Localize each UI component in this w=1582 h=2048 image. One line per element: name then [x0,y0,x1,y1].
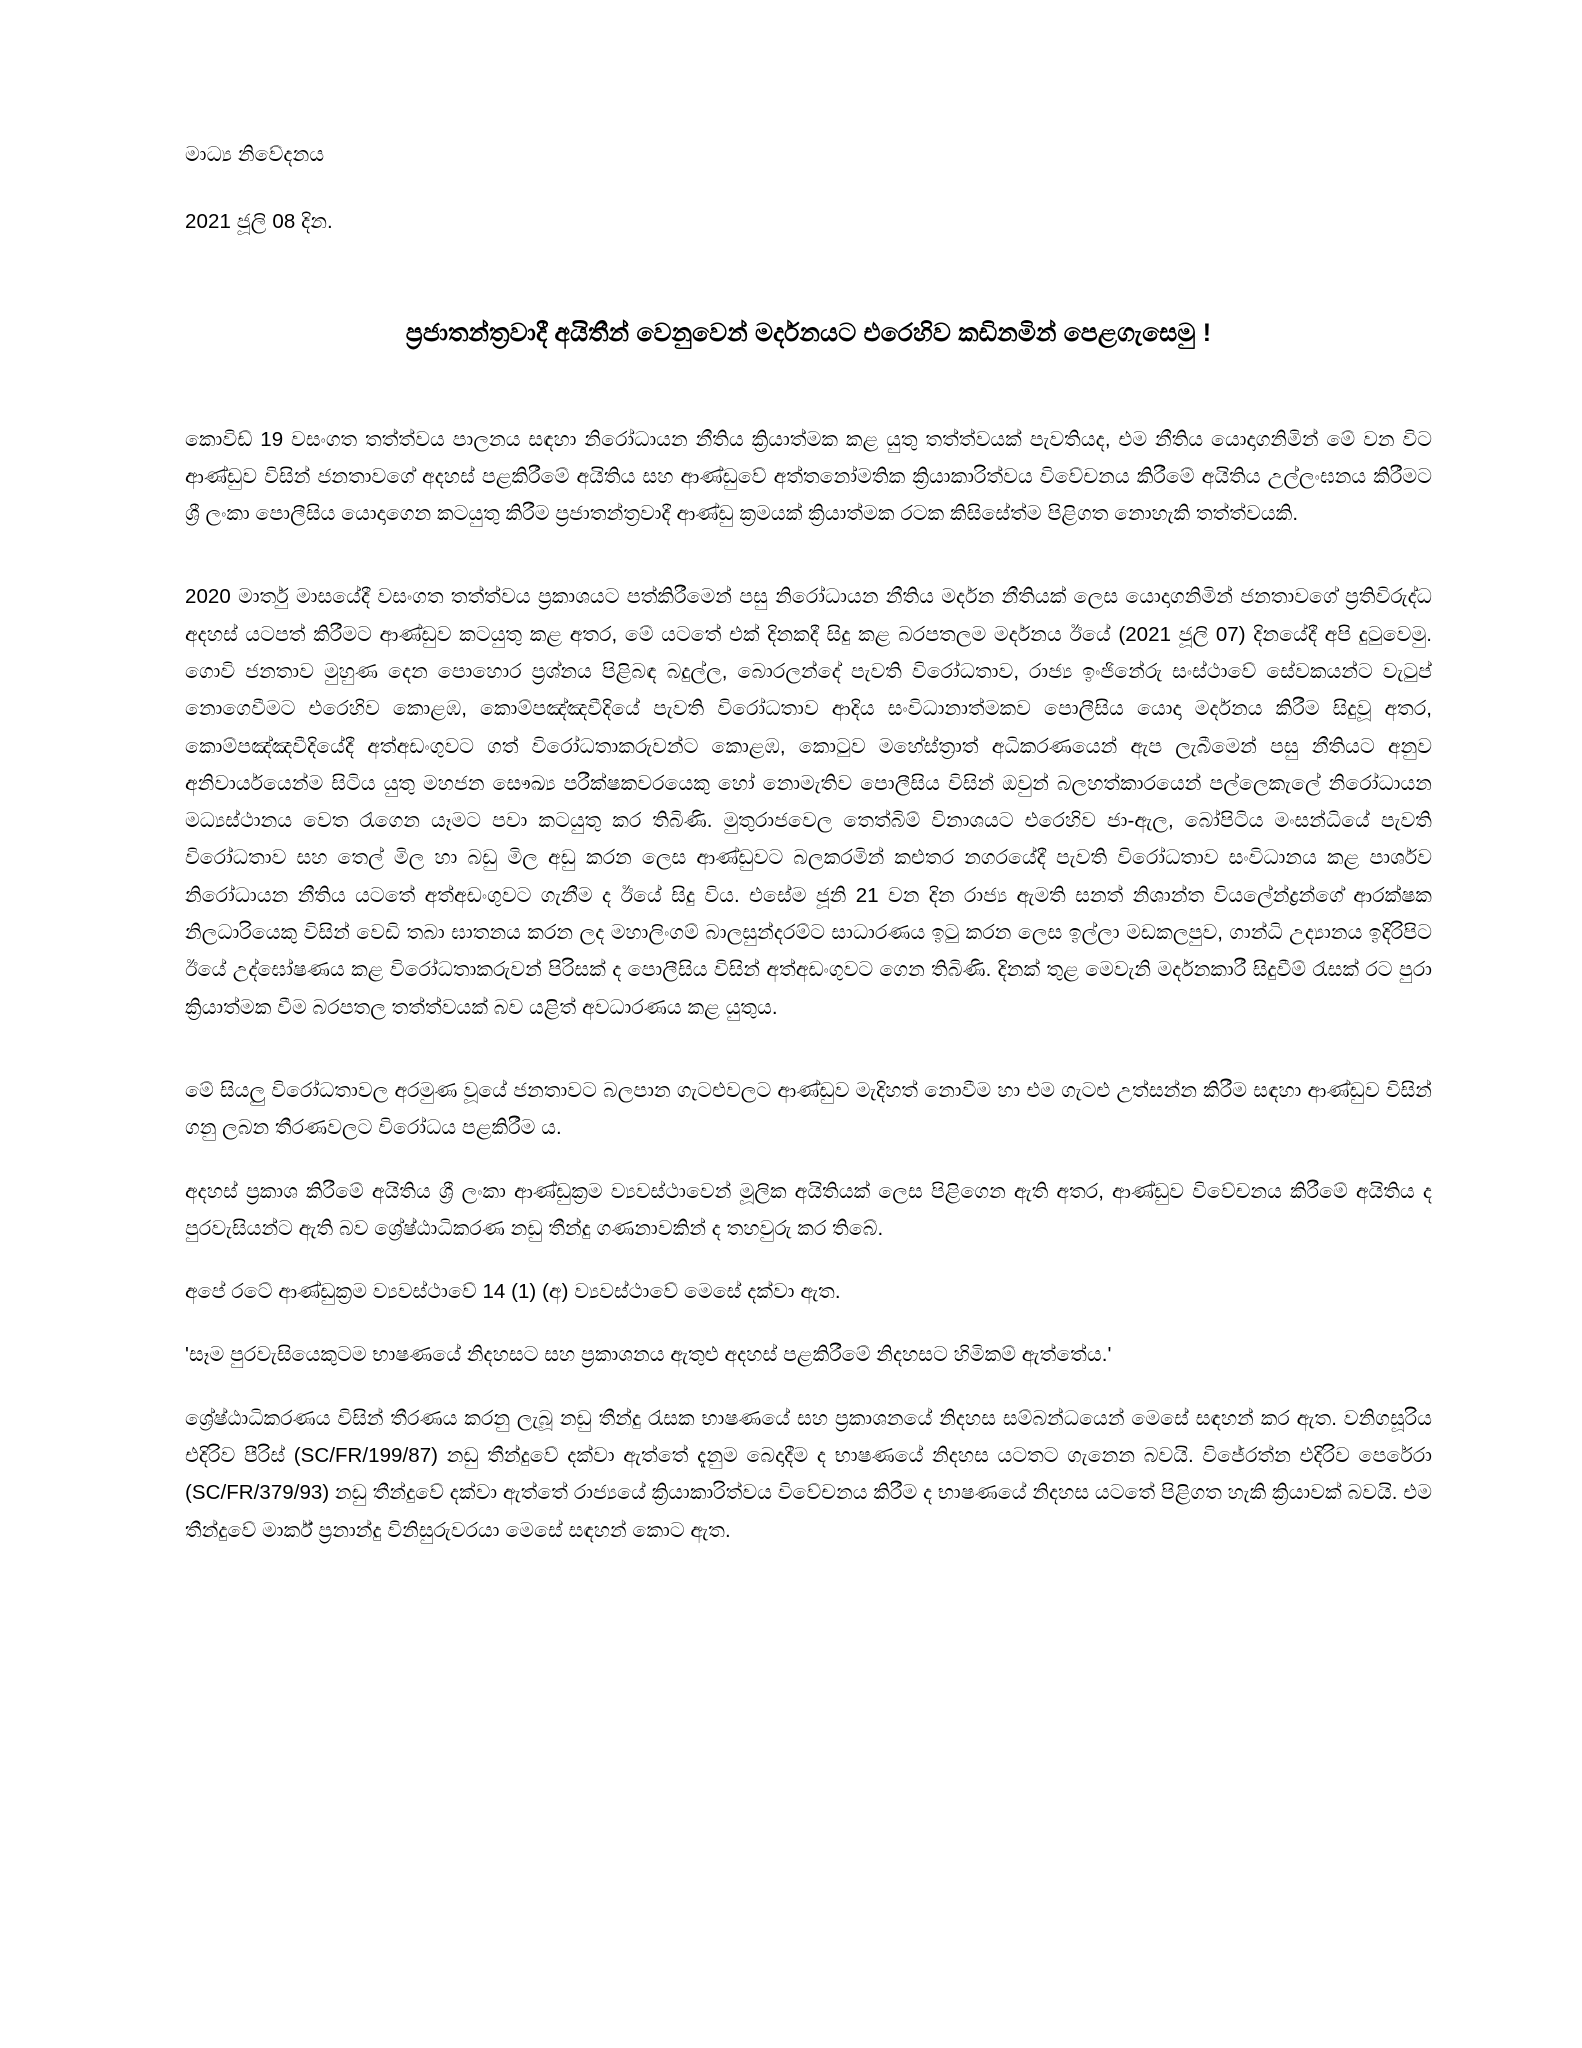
constitution-quote: 'සෑම පුරවැසියෙකුටම භාෂණයේ නිදහසට සහ ප්‍රකාශනය ඇතුළු අදහස් පළකිරීමේ නිදහසට හිමිකම් ඇත්තේය.' [185,1343,1112,1367]
release-date: 2021 ජූලි 08 දින. [185,209,333,233]
paragraph-1: කොවිඩ් 19 වසංගත තත්ත්වය පාලනය සඳහා නිරෝධායන නීතිය ක්‍රියාත්මක කළ යුතු තත්ත්වයක් පැවතියද, එම නීතිය යොදාගනිමින් මේ වන විට ආණ්ඩුව විසින් ජනතාවගේ අදහස් පළකිරීමේ අයිතිය සහ ආණ්ඩුවේ අත්තනෝමතික ක්‍රියාකාරිත්වය විවේචනය කිරීමේ අයිතිය උල්ලංඝනය කිරීමට ශ්‍රී ලංකා පොලීසිය යොදාගෙන කටයුතු කිරීම ප්‍රජාතන්ත්‍රවාදී ආණ්ඩු ක්‍රමයක් ක්‍රියාත්මක රටක කිසිසේත්ම පිළිගත නොහැකි තත්ත්වයකි. [185,427,1432,526]
paragraph-5: අපේ රටේ ආණ්ඩුක්‍රම ව්‍යවස්ථාවේ 14 (1) (අ) ව්‍යවස්ථාවේ මෙසේ දක්වා ඇත. [185,1280,841,1304]
page-title: ප්‍රජාතන්ත්‍රවාදී අයිතීන් වෙනුවෙන් මර්දනයට එරෙහිව කඩිනමින් පෙළගැසෙමු ! [405,318,1212,347]
media-release-label: මාධ්‍ය නිවේදනය [185,143,325,166]
paragraph-2: 2020 මාර්තු මාසයේදී වසංගත තත්ත්වය ප්‍රකාශයට පත්කිරීමෙන් පසු නිරෝධායන නීතිය මර්දන නීතියක් ලෙස යොදාගනිමින් ජනතාවගේ ප්‍රතිවිරුද්ධ අදහස් යටපත් කිරීමට ආණ්ඩුව කටයුතු කළ අතර, මේ යටතේ එක් දිනකදී සිදු කළ බරපතලම මර්දනය ඊයේ (2021 ජූලි 07) දිනයේදී අපි දුටුවෙමු. ගොවි ජනතාව මුහුණ දෙන පොහොර ප්‍රශ්නය පිළිබඳ බදුල්ල, බොරලන්දේ පැවති විරෝධතාව, රාජ්‍ය ඉංජිනේරු සංස්ථාවේ සේවකයන්ට වැටුප් නොගෙවීමට එරෙහිව කොළඹ, කොම්පඤ්ඤවීදියේ පැවති විරෝධතාව ආදිය සංවිධානාත්මකව පොලීසිය යොදා මර්දනය කිරීම සිදුවූ අතර, කොම්පඤ්ඤවීදියේදී අත්අඩංගුවට ගත් විරෝධතාකරුවන්ට කොළඹ, කොටුව මහේස්ත්‍රාත් අධිකරණයෙන් ඇප ලැබීමෙන් පසු නීතියට අනුව අනිවාර්යයෙන්ම සිටිය යුතු මහජන සෞඛ්‍ය පරීක්ෂකවරයෙකු හෝ නොමැතිව පොලීසිය විසින් ඔවුන් බලහත්කාරයෙන් පල්ලෙකැලේ නිරෝධායන මධ්‍යස්ථානය වෙත රැගෙන යෑමට පවා කටයුතු කර තිබිණි. මුතුරාජවෙල තෙත්බිම් විනාශයට එරෙහිව ජා-ඇල, බෝපිටිය මංසන්ධියේ පැවති විරෝධතාව සහ තෙල් මිල හා බඩු මිල අඩු කරන ලෙස ආණ්ඩුවට බලකරමින් කළුතර නගරයේදී පැවති විරෝධතාව සංවිධානය කළ පාර්ශව නිරෝධායන නීතිය යටතේ අත්අඩංගුවට ගැනීම ද ඊයේ සිදු විය. එසේම ජූනි 21 වන දින රාජ්‍ය ඇමති සනත් නිශාන්ත වියලේන්ද්‍රන්ගේ ආරක්ෂක නිලධාරියෙකු විසින් වෙඩි තබා ඝාතනය කරන ලද මහාලිංගම් බාලසුන්දරම්ට සාධාරණය ඉටු කරන ලෙස ඉල්ලා මඩකලපුව, ගාන්ධි උද්‍යානය ඉදිරිපිට ඊයේ උද්ඝෝෂණය කළ විරෝධතාකරුවන් පිරිසක් ද පොලීසිය විසින් අත්අඩංගුවට ගෙන තිබිණි. දිනක් තුළ මෙවැනි මර්දනකාරී සිදුවීම් රැසක් රට පුරා ක්‍රියාත්මක වීම බරපතල තත්ත්වයක් බව යළිත් අවධාරණය කළ යුතුය. [185,585,1432,1019]
paragraph-4: අදහස් ප්‍රකාශ කිරීමේ අයිතිය ශ්‍රී ලංකා ආණ්ඩුක්‍රම ව්‍යවස්ථාවෙන් මූලික අයිතියක් ලෙස පිළිගෙන ඇති අතර, ආණ්ඩුව විවේචනය කිරීමේ අයිතිය ද පුරවැසියන්ට ඇති බව ශ්‍රේෂ්ඨාධිකරණ නඩු තීන්දු ගණනාවකින් ද තහවුරු කර තිබේ. [185,1179,1432,1240]
paragraph-3: මේ සියලු විරෝධතාවල අරමුණ වූයේ ජනතාවට බලපාන ගැටළුවලට ආණ්ඩුව මැදිහත් නොවීම හා එම ගැටළු උත්සන්න කිරීම සඳහා ආණ්ඩුව විසින් ගනු ලබන තීරණවලට විරෝධය පළකිරීම ය. [185,1078,1432,1140]
paragraph-6: ශ්‍රේෂ්ඨාධිකරණය විසින් තීරණය කරනු ලැබූ නඩු තීන්දු රැසක භාෂණයේ සහ ප්‍රකාශනයේ නිදහස සම්බන්ධයෙන් මෙසේ සඳහන් කර ඇත. වනිගසූරිය එදිරිව පීරිස් (SC/FR/199/87) නඩු තීන්දුවේ දක්වා ඇත්තේ දැනුම බෙදාදීම ද භාෂණයේ නිදහස යටතට ගැනෙන බවයි. විජේරත්න එදිරිව පෙරේරා (SC/FR/379/93) නඩු තීන්දුවේ දක්වා ඇත්තේ රාජ්‍යයේ ක්‍රියාකාරිත්වය විවේචනය කිරීම ද භාෂණයේ නිදහස යටතේ පිළිගත හැකි ක්‍රියාවක් බවයි. එම තීන්දුවේ මාර්ක් ප්‍රනාන්දු විනිසුරුවරයා මෙසේ සඳහන් කොට ඇත. [185,1406,1432,1542]
